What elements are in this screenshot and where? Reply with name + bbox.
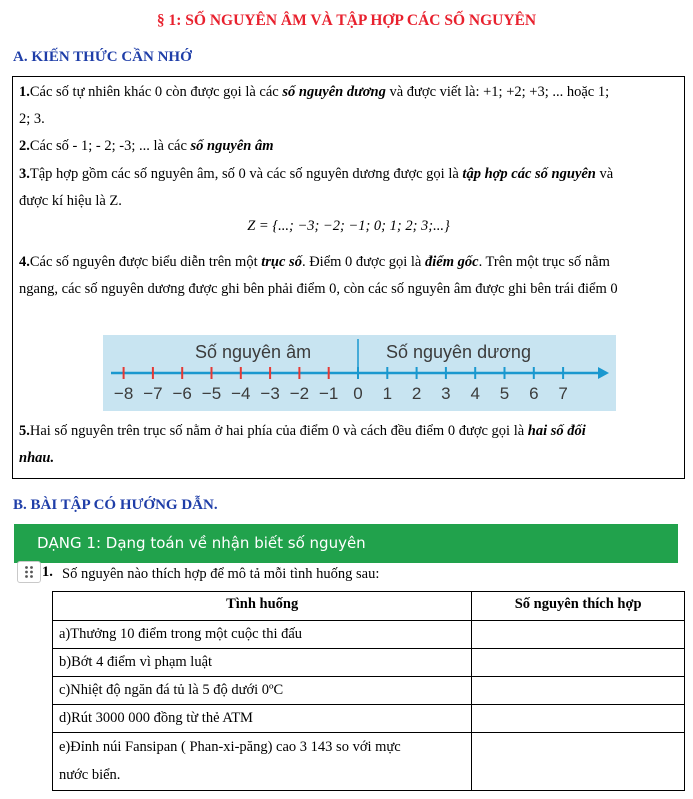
tick-label: 7	[558, 384, 568, 403]
section-a-heading: A. KIẾN THỨC CẦN NHỚ	[13, 49, 192, 65]
table-header-row	[53, 592, 685, 621]
tick-label: 4	[470, 384, 480, 403]
item-3: 3.Tập hợp gồm các số nguyên âm, số 0 và các số nguyên dương được gọi là tập hợp các số nguyên và được kí hiệu là Z.	[19, 166, 614, 209]
tick-label: −7	[143, 384, 163, 403]
tick-label: 2	[411, 384, 422, 403]
situation-cell: b)Bớt 4 điểm vì phạm luật	[53, 649, 472, 677]
axis-arrow	[598, 367, 609, 379]
situation-cell: a)Thưởng 10 điểm trong một cuộc thi đấu	[53, 621, 472, 649]
tick-label: 6	[529, 384, 539, 403]
tick-label: −4	[231, 384, 251, 403]
answer-cell[interactable]	[472, 649, 685, 677]
table-row	[53, 733, 685, 791]
header-integer: Số nguyên thích hợp	[472, 592, 685, 621]
positive-label: Số nguyên dương	[386, 342, 531, 362]
exercise-question: Số nguyên nào thích hợp để mô tả mỗi tình huống sau:	[62, 566, 380, 582]
tick-label: −1	[319, 384, 339, 403]
drag-handle-icon[interactable]	[17, 561, 41, 583]
item-1: 1.Các số tự nhiên khác 0 còn được gọi là các số nguyên dương và được viết là: +1; +2; +3; ... hoặc 1; 2; 3.	[19, 84, 610, 127]
answer-cell[interactable]	[472, 733, 685, 791]
tick-label: −2	[289, 384, 310, 403]
answer-cell[interactable]	[472, 705, 685, 733]
tick-label: 1	[382, 384, 393, 403]
tick-label: 3	[441, 384, 451, 403]
tick-label: −3	[260, 384, 280, 403]
header-situation: Tình huống	[53, 592, 472, 621]
tick-label: −6	[172, 384, 192, 403]
dang-1-label: DẠNG 1: Dạng toán về nhận biết số nguyên	[37, 534, 366, 552]
negative-label: Số nguyên âm	[195, 342, 312, 362]
item-5: 5.Hai số nguyên trên trục số nằm ở hai phía của điểm 0 và cách đều điểm 0 được gọi là hai số đối nhau.	[19, 423, 586, 466]
tick-label: −5	[201, 384, 222, 403]
tick-label: 0	[353, 384, 363, 403]
exercise-number: 1.	[42, 564, 53, 580]
item-4: 4.Các số nguyên được biểu diễn trên một trục số. Điểm 0 được gọi là điểm gốc. Trên một trục số nằm ngang, các số nguyên dương được ghi bên phải điểm 0, còn các số nguyên âm được ghi bên trái điểm 0	[19, 254, 618, 297]
answer-cell[interactable]	[472, 621, 685, 649]
tick-label: 5	[499, 384, 510, 403]
page-title: § 1: SỐ NGUYÊN ÂM VÀ TẬP HỢP CÁC SỐ NGUYÊN	[156, 12, 537, 29]
number-line-figure	[103, 335, 616, 411]
dang-1-banner	[14, 524, 678, 563]
integer-set-formula: Z = {...; −3; −2; −1; 0; 1; 2; 3;...}	[247, 218, 450, 234]
grip-dots-icon	[24, 565, 34, 579]
table-row	[53, 705, 685, 733]
knowledge-box	[12, 76, 685, 479]
number-line-svg	[103, 335, 616, 411]
situation-table	[52, 591, 685, 791]
situation-cell: c)Nhiệt độ ngăn đá tủ là 5 độ dưới 0ºC	[53, 677, 472, 705]
situation-cell: e)Đỉnh núi Fansipan ( Phan-xi-păng) cao 3 143 so với mực nước biển.	[53, 733, 472, 791]
tick-label: −8	[113, 384, 134, 403]
situation-cell: d)Rút 3000 000 đồng từ thẻ ATM	[53, 705, 472, 733]
table-row	[53, 649, 685, 677]
answer-cell[interactable]	[472, 677, 685, 705]
table-row	[53, 677, 685, 705]
item-2: 2.Các số - 1; - 2; -3; ... là các số nguyên âm	[19, 138, 274, 154]
table-row	[53, 621, 685, 649]
section-b-heading: B. BÀI TẬP CÓ HƯỚNG DẪN.	[13, 497, 218, 513]
